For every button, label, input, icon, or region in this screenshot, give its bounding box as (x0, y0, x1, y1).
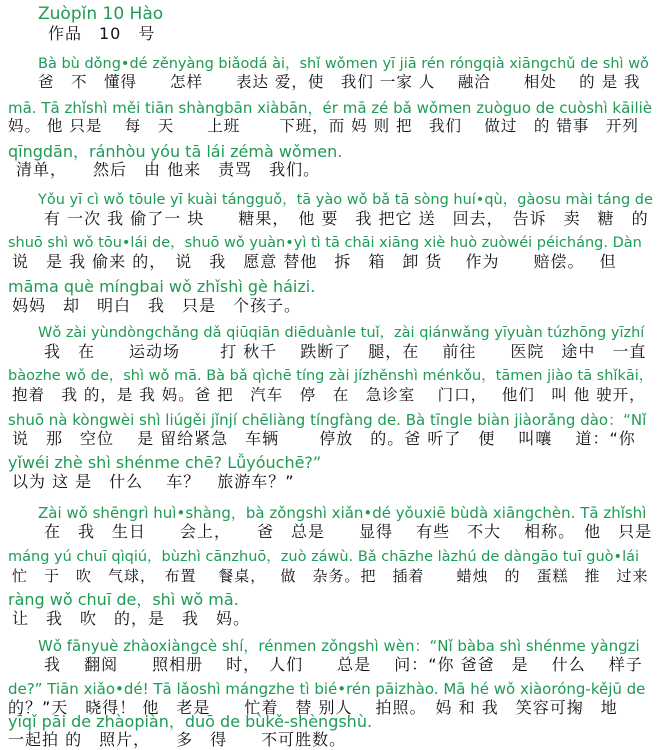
hanzi-line: 我 在 运动场 打 秋千 跌断了 腿，在 前往 医院 途中 一直 (44, 342, 647, 361)
hanzi-line: 说 是 我 偷来 的， 说 我 愿意 替他 拆 箱 卸 货 作为 赔偿。 但 (12, 252, 617, 271)
pinyin-line: Bà bù dǒng•dé zěnyàng biǎodá ài，shǐ wǒmen yī jiā rén róngqià xiāngchǔ de shì wǒ (38, 56, 649, 72)
hanzi-line: 忙 于 吹 气球， 布置 餐桌， 做 杂务。把 插着 蜡烛 的 蛋糕 推 过来 (12, 567, 649, 585)
hanzi-line: 说 那 空位 是 留给紧急 车辆 停放 的。爸 听了 便 叫嚷 道：“你 (12, 429, 636, 448)
hanzi-line: 一起拍 的 照片， 多 得 不可胜数。 (8, 730, 347, 749)
pinyin-line: shuō shì wǒ tōu•lái de，shuō wǒ yuàn•yì tì tā chāi xiāng xiè huò zuòwéi péicháng. Dàn (8, 235, 642, 251)
pinyin-line: qīngdān，ránhòu yóu tā lái zémà wǒmen. (8, 142, 343, 161)
hanzi-line: 爸 不 懂得 怎样 表达 爱，使 我们 一家 人 融洽 相处 的 是 我 (38, 73, 641, 91)
pinyin-line: máng yú chuī qìqiú，bùzhì cānzhuō，zuò záwù. Bǎ chāzhe làzhú de dàngāo tuī guò•lái (8, 549, 640, 565)
title-hanzi: 作品 10 号 (48, 24, 156, 43)
pinyin-line: māma què míngbai wǒ zhǐshì gè háizi. (8, 277, 316, 296)
hanzi-line: 在 我 生日 会上， 爸 总是 显得 有些 不大 相称。 他 只是 (44, 522, 653, 541)
pinyin-line: bàozhe wǒ de，shì wǒ mā. Bà bǎ qìchē tíng zài jízhěnshì ménkǒu，tāmen jiào tā shǐkāi， (8, 368, 654, 384)
hanzi-line: 抱着 我 的，是 我 妈。爸 把 汽车 停 在 急诊室 门口， 他们 叫 他 驶开， (12, 386, 646, 404)
hanzi-line: 我 翻阅 照相册 时， 人们 总是 问：“你 爸爸 是 什么 样子 (44, 655, 643, 674)
pinyin-line: mā. Tā zhǐshì měi tiān shàngbān xiàbān，ér mā zé bǎ wǒmen zuòguo de cuòshì kāiliè (8, 99, 653, 117)
hanzi-line: 的？”天 晓得！ 他 老是 忙着 替 别人 拍照。 妈 和 我 笑容可掬 地 (8, 698, 618, 717)
hanzi-line: 有 一次 我 偷了一 块 糖果， 他 要 我 把它 送 回去， 告诉 卖 糖 的 (44, 209, 649, 228)
hanzi-line: 清单， 然后 由 他来 责骂 我们。 (16, 160, 321, 179)
hanzi-line: 妈。 他 只是 每 天 上班 下班，而 妈 则 把 我们 做过 的 错事 开列 (8, 117, 639, 135)
pinyin-line: Wǒ zài yùndòngchǎng dǎ qiūqiān diēduànle tuǐ，zài qiánwǎng yīyuàn túzhōng yīzhí (38, 325, 645, 341)
pinyin-line: ràng wǒ chuī de，shì wǒ mā. (8, 590, 239, 609)
pinyin-line: Wǒ fānyuè zhàoxiàngcè shí，rénmen zǒngshì wèn：“Nǐ bàba shì shénme yàngzi (38, 637, 640, 655)
pinyin-line: shuō nà kòngwèi shì liúgěi jǐnjí chēliàng tíngfàng de. Bà tīngle biàn jiàorǎng dào：“Nǐ (8, 411, 647, 429)
pinyin-line: yīqǐ pāi de zhàopiàn，duō de bùkě-shèngshù. (8, 712, 373, 731)
hanzi-line: 让 我 吹 的，是 我 妈。 (12, 609, 251, 628)
pinyin-line: de?” Tiān xiǎo•dé! Tā lǎoshì mángzhe tì bié•rén pāizhào. Mā hé wǒ xiàoróng-kějū de (8, 680, 646, 698)
hanzi-line: 妈妈 却 明白 我 只是 个孩子。 (12, 296, 302, 315)
pinyin-line: yǐwéi zhè shì shénme chē? Lǚyóuchē?” (8, 453, 322, 472)
hanzi-line: 以为 这 是 什么 车？ 旅游车？” (12, 472, 295, 491)
title-pinyin: Zuòpǐn 10 Hào (38, 4, 164, 24)
pinyin-line: Zài wǒ shēngrì huì•shàng，bà zǒngshì xiǎn•dé yǒuxiē bùdà xiāngchèn. Tā zhǐshì (38, 504, 647, 522)
pinyin-line: Yǒu yī cì wǒ tōule yī kuài tángguǒ，tā yào wǒ bǎ tā sòng huí•qù，gàosu mài táng de (38, 192, 653, 208)
